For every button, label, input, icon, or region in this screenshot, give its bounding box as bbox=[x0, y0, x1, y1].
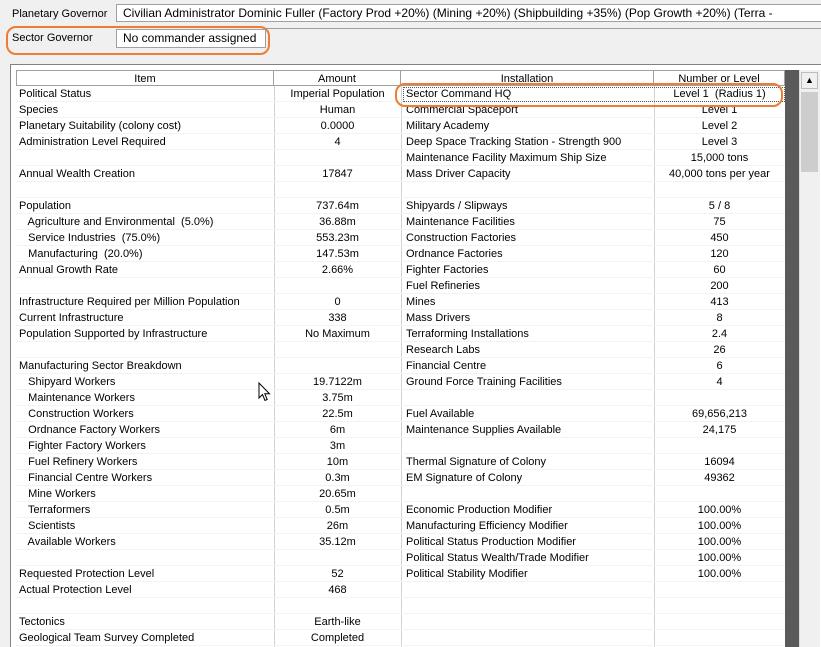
level-cell: 40,000 tons per year bbox=[669, 168, 770, 180]
level-cell: 100.00% bbox=[697, 568, 742, 580]
level-cell: 26 bbox=[713, 344, 726, 356]
level-cell: Level 1 (Radius 1) bbox=[673, 88, 766, 100]
installation-cell: Commercial Spaceport bbox=[406, 104, 518, 116]
level-cell: Level 2 bbox=[701, 120, 738, 132]
table-row[interactable] bbox=[16, 326, 785, 342]
installation-cell: Fuel Refineries bbox=[406, 280, 480, 292]
amount-cell: 52 bbox=[331, 568, 344, 580]
installation-cell: Mass Driver Capacity bbox=[406, 168, 511, 180]
table-row[interactable] bbox=[16, 278, 785, 294]
installation-cell: Maintenance Facilities bbox=[406, 216, 515, 228]
item-cell: Geological Team Survey Completed bbox=[19, 632, 195, 644]
level-cell: 100.00% bbox=[697, 536, 742, 548]
item-cell: Population Supported by Infrastructure bbox=[19, 328, 208, 340]
amount-cell: 36.88m bbox=[319, 216, 356, 228]
table-row[interactable] bbox=[16, 390, 785, 406]
item-cell: Scientists bbox=[19, 520, 76, 532]
item-cell: Service Industries (75.0%) bbox=[19, 232, 161, 244]
planetary-governor-field[interactable]: Civilian Administrator Dominic Fuller (Factory Prod +20%) (Mining +20%) (Shipbuilding +35%) (Pop Growth +20%) (Terra - bbox=[116, 4, 821, 22]
amount-cell: 6m bbox=[329, 424, 346, 436]
table-row[interactable] bbox=[16, 422, 785, 438]
level-cell: 69,656,213 bbox=[691, 408, 748, 420]
table-row[interactable] bbox=[16, 502, 785, 518]
item-cell: Construction Workers bbox=[19, 408, 134, 420]
table-row[interactable] bbox=[16, 406, 785, 422]
table-row[interactable] bbox=[16, 438, 785, 454]
amount-cell: 26m bbox=[326, 520, 349, 532]
vertical-scrollbar[interactable] bbox=[785, 70, 821, 647]
table-row[interactable] bbox=[16, 150, 785, 166]
amount-cell: 737.64m bbox=[316, 200, 359, 212]
table-row[interactable] bbox=[16, 598, 785, 614]
installation-cell: Construction Factories bbox=[406, 232, 517, 244]
amount-cell: 0.5m bbox=[325, 504, 350, 516]
installation-cell: Economic Production Modifier bbox=[406, 504, 553, 516]
amount-cell: 22.5m bbox=[322, 408, 353, 420]
table-row[interactable] bbox=[16, 614, 785, 630]
table-row[interactable] bbox=[16, 118, 785, 134]
installation-cell: Fighter Factories bbox=[406, 264, 489, 276]
table-row[interactable] bbox=[16, 358, 785, 374]
amount-cell: 10m bbox=[326, 456, 349, 468]
level-cell: 413 bbox=[710, 296, 729, 308]
level-cell: 450 bbox=[710, 232, 729, 244]
table-row[interactable] bbox=[16, 374, 785, 390]
amount-cell: 4 bbox=[334, 136, 341, 148]
installation-cell: Thermal Signature of Colony bbox=[406, 456, 547, 468]
installation-cell: Deep Space Tracking Station - Strength 900 bbox=[406, 136, 622, 148]
amount-cell: 3.75m bbox=[322, 392, 353, 404]
item-cell: Manufacturing (20.0%) bbox=[19, 248, 143, 260]
level-cell: 100.00% bbox=[697, 504, 742, 516]
item-cell: Infrastructure Required per Million Population bbox=[19, 296, 240, 308]
table-row[interactable] bbox=[16, 470, 785, 486]
table-row[interactable] bbox=[16, 230, 785, 246]
item-cell: Tectonics bbox=[19, 616, 65, 628]
table-row[interactable] bbox=[16, 582, 785, 598]
scrollbar-gutter bbox=[785, 70, 799, 647]
level-cell: 49362 bbox=[704, 472, 735, 484]
column-header-amount[interactable]: Amount bbox=[274, 70, 401, 86]
item-cell: Shipyard Workers bbox=[19, 376, 116, 388]
table-row[interactable] bbox=[16, 102, 785, 118]
level-cell: 16094 bbox=[704, 456, 735, 468]
sector-governor-field[interactable]: No commander assigned bbox=[116, 29, 266, 48]
installation-cell: Political Stability Modifier bbox=[406, 568, 528, 580]
level-cell: 120 bbox=[710, 248, 729, 260]
installation-cell: Financial Centre bbox=[406, 360, 487, 372]
table-row[interactable] bbox=[16, 86, 785, 102]
item-cell: Planetary Suitability (colony cost) bbox=[19, 120, 182, 132]
installation-cell: Ordnance Factories bbox=[406, 248, 503, 260]
amount-cell: Imperial Population bbox=[290, 88, 385, 100]
installation-cell: Sector Command HQ bbox=[406, 88, 512, 100]
level-cell: 24,175 bbox=[702, 424, 737, 436]
item-cell: Manufacturing Sector Breakdown bbox=[19, 360, 182, 372]
table-row[interactable] bbox=[16, 182, 785, 198]
amount-cell: 2.66% bbox=[321, 264, 354, 276]
installation-cell: Research Labs bbox=[406, 344, 480, 356]
table-row[interactable] bbox=[16, 310, 785, 326]
table-row[interactable] bbox=[16, 294, 785, 310]
amount-cell: Human bbox=[319, 104, 356, 116]
installation-cell: Maintenance Supplies Available bbox=[406, 424, 562, 436]
item-cell: Annual Wealth Creation bbox=[19, 168, 135, 180]
level-cell: Level 1 bbox=[701, 104, 738, 116]
sector-governor-label: Sector Governor bbox=[12, 32, 93, 44]
installation-cell: Fuel Available bbox=[406, 408, 475, 420]
column-header-item[interactable]: Item bbox=[16, 70, 274, 86]
column-header-installation[interactable]: Installation bbox=[401, 70, 654, 86]
amount-cell: No Maximum bbox=[305, 328, 370, 340]
item-cell: Available Workers bbox=[19, 536, 116, 548]
table-rows bbox=[16, 86, 785, 646]
level-cell: 100.00% bbox=[697, 520, 742, 532]
installation-cell: Maintenance Facility Maximum Ship Size bbox=[406, 152, 607, 164]
item-cell: Mine Workers bbox=[19, 488, 96, 500]
item-cell: Population bbox=[19, 200, 71, 212]
table-row[interactable] bbox=[16, 518, 785, 534]
amount-cell: Earth-like bbox=[314, 616, 361, 628]
amount-cell: 0 bbox=[334, 296, 341, 308]
table-row[interactable] bbox=[16, 166, 785, 182]
item-cell: Current Infrastructure bbox=[19, 312, 124, 324]
table-row[interactable] bbox=[16, 534, 785, 550]
item-cell: Agriculture and Environmental (5.0%) bbox=[19, 216, 214, 228]
item-cell: Maintenance Workers bbox=[19, 392, 135, 404]
installation-cell: Political Status Wealth/Trade Modifier bbox=[406, 552, 589, 564]
level-cell: 200 bbox=[710, 280, 729, 292]
divider bbox=[266, 28, 821, 29]
planetary-governor-label: Planetary Governor bbox=[12, 8, 108, 20]
scrollbar-thumb[interactable] bbox=[801, 92, 818, 172]
amount-cell: 35.12m bbox=[319, 536, 356, 548]
installation-cell: EM Signature of Colony bbox=[406, 472, 523, 484]
installation-cell: Terraforming Installations bbox=[406, 328, 529, 340]
level-cell: Level 3 bbox=[701, 136, 738, 148]
table-row[interactable] bbox=[16, 246, 785, 262]
installation-cell: Shipyards / Slipways bbox=[406, 200, 508, 212]
amount-cell: 147.53m bbox=[316, 248, 359, 260]
installation-cell: Manufacturing Efficiency Modifier bbox=[406, 520, 568, 532]
amount-cell: 3m bbox=[329, 440, 346, 452]
item-cell: Fighter Factory Workers bbox=[19, 440, 146, 452]
amount-cell: 553.23m bbox=[316, 232, 359, 244]
item-cell: Political Status bbox=[19, 88, 92, 100]
amount-cell: 17847 bbox=[322, 168, 353, 180]
item-cell: Terraformers bbox=[19, 504, 91, 516]
installation-cell: Political Status Production Modifier bbox=[406, 536, 576, 548]
item-cell: Annual Growth Rate bbox=[19, 264, 119, 276]
level-cell: 75 bbox=[713, 216, 726, 228]
table-row[interactable] bbox=[16, 550, 785, 566]
table-row[interactable] bbox=[16, 198, 785, 214]
level-cell: 60 bbox=[713, 264, 726, 276]
table-row[interactable] bbox=[16, 486, 785, 502]
scroll-up-arrow-icon[interactable]: ▲ bbox=[801, 72, 818, 89]
table-row[interactable] bbox=[16, 262, 785, 278]
level-cell: 100.00% bbox=[697, 552, 742, 564]
table-row[interactable] bbox=[16, 342, 785, 358]
population-summary-list[interactable] bbox=[10, 64, 821, 647]
level-cell: 2.4 bbox=[711, 328, 728, 340]
level-cell: 4 bbox=[716, 376, 723, 388]
amount-cell: 468 bbox=[328, 584, 347, 596]
table-row[interactable] bbox=[16, 214, 785, 230]
level-cell: 8 bbox=[716, 312, 723, 324]
table-row[interactable] bbox=[16, 630, 785, 646]
level-cell: 15,000 tons bbox=[690, 152, 749, 164]
table-row[interactable] bbox=[16, 566, 785, 582]
installation-cell: Ground Force Training Facilities bbox=[406, 376, 562, 388]
item-cell: Financial Centre Workers bbox=[19, 472, 153, 484]
amount-cell: 0.3m bbox=[325, 472, 350, 484]
mouse-pointer-icon bbox=[258, 382, 272, 402]
item-cell: Fuel Refinery Workers bbox=[19, 456, 138, 468]
item-cell: Requested Protection Level bbox=[19, 568, 155, 580]
item-cell: Ordnance Factory Workers bbox=[19, 424, 161, 436]
amount-cell: Completed bbox=[310, 632, 365, 644]
item-cell: Actual Protection Level bbox=[19, 584, 132, 596]
level-cell: 6 bbox=[716, 360, 723, 372]
item-cell: Administration Level Required bbox=[19, 136, 166, 148]
installation-cell: Mass Drivers bbox=[406, 312, 471, 324]
table-row[interactable] bbox=[16, 454, 785, 470]
installation-cell: Military Academy bbox=[406, 120, 490, 132]
amount-cell: 20.65m bbox=[319, 488, 356, 500]
amount-cell: 0.0000 bbox=[320, 120, 355, 132]
level-cell: 5 / 8 bbox=[708, 200, 731, 212]
table-row[interactable] bbox=[16, 134, 785, 150]
amount-cell: 19.7122m bbox=[313, 376, 362, 388]
installation-cell: Mines bbox=[406, 296, 436, 308]
column-header-number-or-level[interactable]: Number or Level bbox=[654, 70, 785, 86]
amount-cell: 338 bbox=[328, 312, 347, 324]
item-cell: Species bbox=[19, 104, 59, 116]
